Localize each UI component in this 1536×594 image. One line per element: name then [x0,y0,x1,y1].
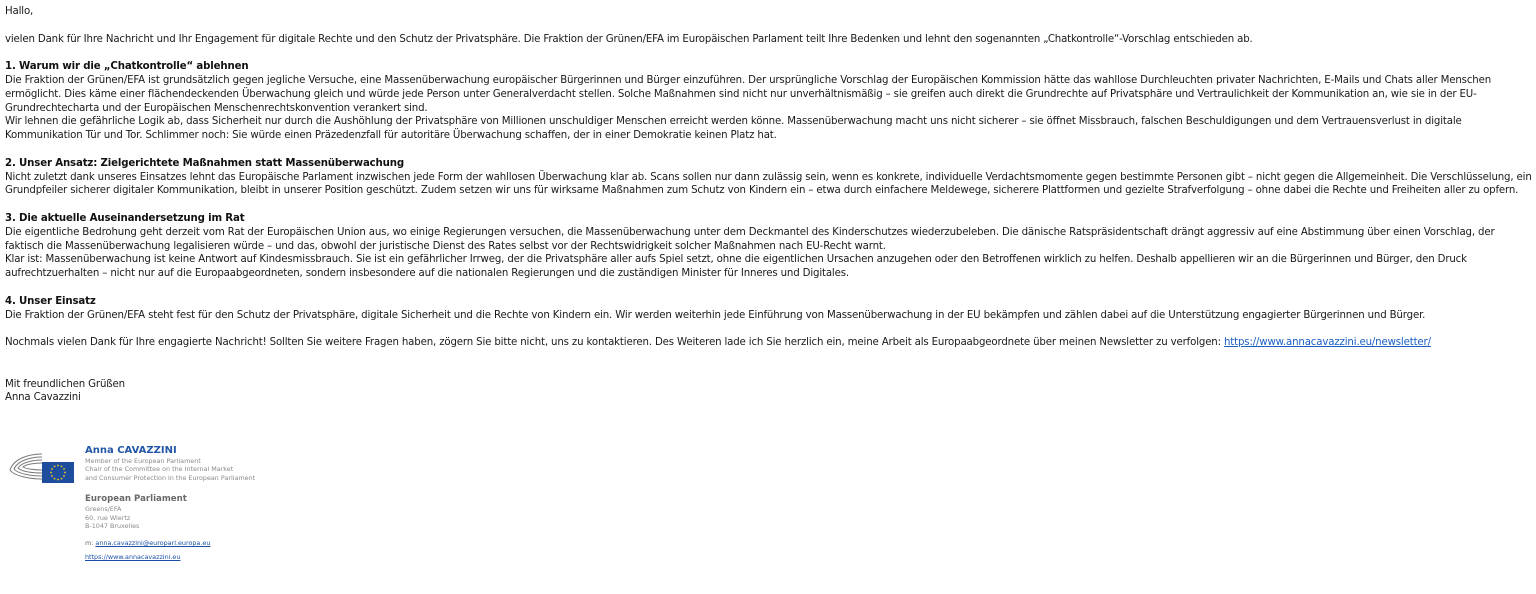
section-heading: 2. Unser Ansatz: Zielgerichtete Maßnahmen statt Massenüberwachung [5,157,405,169]
signature-name: Anna CAVAZZINI [85,445,177,456]
closing-text: Nochmals vielen Dank für Ihre engagierte Nachricht! Sollten Sie weitere Fragen haben, zögern Sie bitte nicht, uns zu kontaktieren. Des Weiteren lade ich Sie herzlich ein, meine Arbeit als Europaabgeordnete über meinen Newsletter zu verfolgen: [5,337,1224,349]
signature-mail-line [85,539,255,547]
signature-address: B-1047 Bruxelles [85,522,140,531]
signature-role: Member of the European Parliament [85,457,201,465]
sign-off: Mit freundlichen Grüßen [5,378,125,390]
newsletter-link[interactable]: https://www.annacavazzini.eu/newsletter/ [1223,337,1431,349]
section-paragraph: Die Fraktion der Grünen/EFA steht fest für den Schutz der Privatsphäre, digitale Sicherheit und die Rechte von Kindern ein. Wir werden weiterhin jede Einführung von Massenüberwachung in der EU bekämpfen und zählen dabei auf die Unterstützung engagierter Bürgerinnen und Bürger. [5,309,1426,321]
signature-role: Chair of the Committee on the Internal Market [85,465,234,474]
greeting: Hallo, [5,6,34,17]
section-paragraph: Wir lehnen die gefährliche Logik ab, dass Sicherheit nur durch die Aushöhlung der Privatsphäre von Millionen unschuldiger Menschen erreicht werden könne. Massenüberwachung macht uns nicht sicherer – sie öffnet Missbrauch, falschen Beschuldigungen und dem Vertrauensverlust in digitale Kommunikation Tür und Tor. Schlimmer noch: Sie würde einen Präzedenzfall für autoritäre Überwachung schaffen, der in einer Demokratie keinen Platz hat. [5,116,1462,142]
section-paragraph: Die eigentliche Bedrohung geht derzeit vom Rat der Europäischen Union aus, wo einige Regierungen versuchen, die Massenüberwachung unter dem Deckmantel des Kinderschutzes wiederzubeleben. Die dänische Ratspräsidentschaft drängt aggressiv auf eine Abstimmung über einen Vorschlag, der faktisch die Massenüberwachung legalisieren würde – und das, obwohl der juristische Dienst des Rates selbst vor der Rechtswidrigkeit solcher Maßnahmen nach EU-Recht warnt. [5,226,1495,252]
section-paragraph: Nicht zuletzt dank unseres Einsatzes lehnt das Europäische Parlament inzwischen jede Form der wahllosen Überwachung klar ab. Scans sollen nur dann zulässig sein, wenn es konkrete, individuelle Verdachtsmomente gegen bestimmte Personen gibt – nicht gegen die Allgemeinheit. Die Verschlüsselung, ein Grundpfeiler sicherer digitaler Kommunikation, bleibt in unserer Position geschützt. Zudem setzen wir uns für wirksame Maßnahmen zum Schutz von Kindern ein – etwa durch einfachere Meldewege, sicherere Plattformen und gezielte Strafverfolgung – ohne dabei die Rechte und Freiheiten aller zu opfern. [5,171,1532,197]
section-paragraph: Klar ist: Massenüberwachung ist keine Antwort auf Kindesmissbrauch. Sie ist ein gefährlicher Irrweg, der die Privatsphäre aller aufs Spiel setzt, ohne die eigentlichen Ursachen anzugehen oder den Betroffenen wirklich zu helfen. Deshalb appellieren wir an die Bürgerinnen und Bürger, den Druck aufrechtzuerhalten – nicht nur auf die Europaabgeordneten, sondern insbesondere auf die nationalen Regierungen und die zuständigen Minister für Inneres und Digitales. [5,254,1467,280]
signature-website-line [85,553,255,561]
email-body [5,5,1533,405]
closing-paragraph [5,336,1533,350]
section-heading: 4. Unser Einsatz [5,295,96,307]
email-signature [8,444,408,574]
signature-role: and Consumer Protection in the European Parliament [85,473,256,482]
sender-name: Anna Cavazzini [5,392,81,404]
section-heading: 1. Warum wir die „Chatkontrolle“ ablehnen [5,61,249,73]
intro-paragraph: vielen Dank für Ihre Nachricht und Ihr Engagement für digitale Rechte und den Schutz der Privatsphäre. Die Fraktion der Grünen/EFA im Europäischen Parlament teilt Ihre Bedenken und lehnt den sogenannten „Chatkontrolle“-Vorschlag entschieden ab. [5,33,1253,45]
section-paragraph: Die Fraktion der Grünen/EFA ist grundsätzlich gegen jegliche Versuche, eine Massenüberwachung europäischer Bürgerinnen und Bürger einzuführen. Der ursprüngliche Vorschlag der Europäischen Kommission hätte das wahllose Durchleuchten privater Nachrichten, E-Mails und Chats aller Menschen ermöglicht. Dies käme einer flächendeckenden Überwachung gleich und würde jede Person unter Generalverdacht stellen. Solche Maßnahmen sind nicht nur unverhältnismäßig – sie greifen auch direkt die Grundrechte auf Privatsphäre und Vertraulichkeit der Kommunikation an, wie sie in der EU-Grundrechtecharta und der Europäischen Menschenrechtskonvention verankert sind. [5,74,1492,114]
signature-address: Greens/EFA [85,505,122,514]
signature-organization: European Parliament [85,494,187,505]
european-parliament-logo-icon [8,446,76,484]
signature-text [85,444,255,561]
section-heading: 3. Die aktuelle Auseinandersetzung im Rat [5,212,245,224]
signature-website-link[interactable]: https://www.annacavazzini.eu [85,552,181,561]
mail-prefix: m: [85,539,96,548]
signature-address: 60, rue Wiertz [85,513,131,522]
signature-email-link[interactable]: anna.cavazzini@europarl.europa.eu [95,539,211,548]
